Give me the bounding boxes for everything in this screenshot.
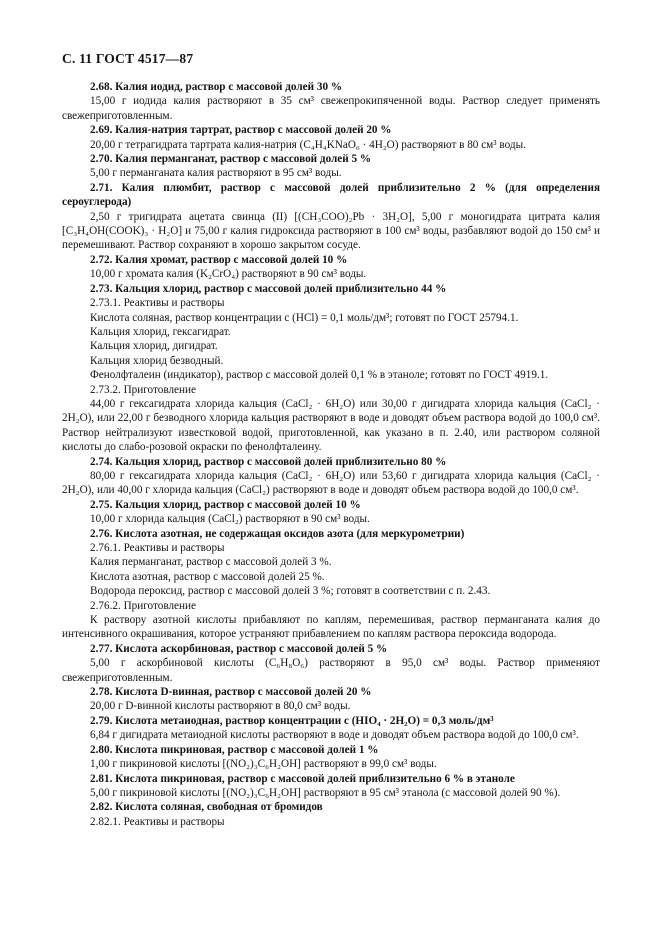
paragraph: 2.73.1. Реактивы и растворы — [90, 297, 225, 310]
paragraph: 1,00 г пикриновой кислоты [(NO₂)₃C₆H₂OH] растворяют в 99,0 см³ воды. — [90, 758, 437, 771]
paragraph: 80,00 г гексагидрата хлорида кальция (CaCl₂ · 6H₂O) или 53,60 г дигидрата хлорида кальция (CaCl₂ · 2H₂O), или 40,00 г хлорида кальция (CaCl₂) растворяют в воде и доводят объем раствора водой до 100,0 см³. — [62, 469, 600, 497]
paragraph: Кальция хлорид, гексагидрат. — [90, 325, 231, 338]
paragraph: 5,00 г перманганата калия растворяют в 95 см³ воды. — [90, 167, 342, 180]
paragraph: 2.76.2. Приготовление — [90, 599, 196, 612]
section-heading: 2.81. Кислота пикриновая, раствор с массовой долей приблизительно 6 % в этаноле — [90, 772, 515, 785]
paragraph: Кальция хлорид безводный. — [90, 354, 224, 367]
paragraph: 6,84 г дигидрата метаиодной кислоты растворяют в воде и доводят объем раствора водой до 100,0 см³. — [90, 729, 579, 742]
section-heading: 2.71. Калия плюмбит, раствор с массовой долей приблизительно 2 % (для определения сероуглерода) — [62, 181, 600, 209]
section-heading: 2.74. Кальция хлорид, раствор с массовой долей приблизительно 80 % — [90, 455, 447, 468]
paragraph: 20,00 г D-винной кислоты растворяют в 80,0 см³ воды. — [90, 700, 351, 713]
paragraph: 2,50 г тригидрата ацетата свинца (II) [(CH₃COO)₂Pb · 3H₂O], 5,00 г моногидрата цитрата калия [C₃H₄OH(COOK)₃ · H₂O] и 75,00 г калия гидроксида растворяют в 100 см³ воды, разбавляют водой до 150 см³ и перемешивают. Раствор сохраняют в хорошо закрытом сосуде. — [62, 210, 600, 252]
paragraph: 2.73.2. Приготовление — [90, 383, 196, 396]
paragraph: Водорода пероксид, раствор с массовой долей 3 %; готовят в соответствии с п. 2.43. — [90, 585, 491, 598]
section-heading: 2.72. Калия хромат, раствор с массовой долей 10 % — [90, 253, 348, 266]
section-heading: 2.68. Калия иодид, раствор с массовой долей 30 % — [90, 81, 343, 93]
paragraph: 10,00 г хлорида кальция (CaCl₂) растворяют в 90 см³ воды. — [90, 513, 370, 526]
section-heading: 2.73. Кальция хлорид, раствор с массовой долей приблизительно 44 % — [90, 282, 447, 295]
section-heading: 2.70. Калия перманганат, раствор с массовой долей 5 % — [90, 153, 372, 166]
paragraph: Калия перманганат, раствор с массовой долей 3 %. — [90, 556, 332, 569]
paragraph: 15,00 г иодида калия растворяют в 35 см³ свежепрокипяченной воды. Раствор следует применять свежеприготовленным. — [62, 95, 600, 122]
section-heading: 2.79. Кислота метаиодная, раствор концентрации c (HIO₄ · 2H₂O) = 0,3 моль/дм³ — [90, 714, 494, 727]
paragraph: Кальция хлорид, дигидрат. — [90, 340, 218, 353]
paragraph: Кислота азотная, раствор с массовой долей 25 %. — [90, 570, 325, 583]
paragraph: 20,00 г тетрагидрата тартрата калия-натрия (C₄H₄KNaO₆ · 4H₂O) растворяют в 80 см³ воды. — [90, 138, 526, 151]
section-heading: 2.69. Калия-натрия тартрат, раствор с массовой долей 20 % — [90, 124, 392, 137]
paragraph: 5,00 г аскорбиновой кислоты (C₆H₈O₆) растворяют в 95,0 см³ воды. Раствор применяют свежеприготовленным. — [62, 657, 600, 684]
paragraph: 10,00 г хромата калия (K₂CrO₄) растворяют в 90 см³ воды. — [90, 268, 367, 281]
paragraph: 44,00 г гексагидрата хлорида кальция (CaCl₂ · 6H₂O) или 30,00 г дигидрата хлорида кальция (CaCl₂ · 2H₂O), или 22,00 г безводного хлорида кальция растворяют в воде и доводят объем раствора водой до 100,0 см³. Раствор нейтрализуют известковой водой, приготовленной, как указано в п. 2.40, или раствором соляной кислоты до слабо-розовой окраски по фенолфталеину. — [62, 397, 600, 454]
page-header: С. 11 ГОСТ 4517—87 — [62, 51, 194, 66]
document-body — [62, 80, 600, 829]
paragraph: 2.76.1. Реактивы и растворы — [90, 542, 225, 554]
section-heading: 2.80. Кислота пикриновая, раствор с массовой долей 1 % — [90, 743, 379, 756]
section-heading: 2.75. Кальция хлорид, раствор с массовой долей 10 % — [90, 498, 361, 511]
section-heading: 2.77. Кислота аскорбиновая, раствор с массовой долей 5 % — [90, 642, 388, 655]
paragraph: Фенолфталеин (индикатор), раствор с массовой долей 0,1 % в этаноле; готовят по ГОСТ 4919.1. — [90, 369, 549, 382]
paragraph: 2.82.1. Реактивы и растворы — [90, 815, 225, 828]
paragraph: 5,00 г пикриновой кислоты [(NO₂)₃C₆H₂OH] растворяют в 95 см³ этанола (с массовой долей 90 %). — [90, 786, 561, 799]
section-heading: 2.82. Кислота соляная, свободная от бромидов — [90, 801, 323, 814]
section-heading: 2.76. Кислота азотная, не содержащая оксидов азота (для меркурометрии) — [90, 527, 465, 540]
paragraph: Кислота соляная, раствор концентрации c (HCl) = 0,1 моль/дм³; готовят по ГОСТ 25794.1. — [90, 311, 519, 324]
section-heading: 2.78. Кислота D-винная, раствор с массовой долей 20 % — [90, 686, 372, 699]
paragraph: К раствору азотной кислоты прибавляют по каплям, перемешивая, раствор перманганата калия до интенсивного окрашивания, которое устраняют прибавлением по каплям раствора пероксида водорода. — [62, 614, 600, 641]
